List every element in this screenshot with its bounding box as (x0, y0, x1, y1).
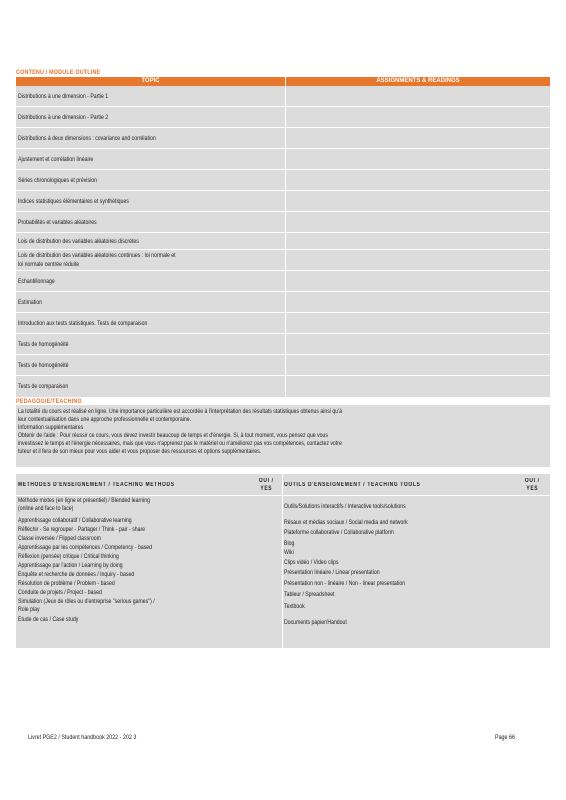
topic-cell: Ajustement et corrélation linéaire (18, 155, 94, 163)
assignments-header: ASSIGNMENTS & READINGS (376, 78, 460, 84)
topic-cell: Indices statistiques élémentaires et synthétiques (18, 197, 129, 205)
tool-item: Présentation non - linéaire / Non - linear presentation (284, 580, 406, 587)
topic-cell: Distributions à deux dimensions : covariance and corrélation (18, 134, 156, 142)
pedagogy-line: Obtenir de l'aide : Pour réussir ce cours, vous devez investir beaucoup de temps et d'énergie. Si, à tout moment, vous pensez que vous (18, 432, 328, 439)
pedagogy-line: Information supplémentaires (18, 424, 84, 431)
topic-cell: Estimation (18, 298, 43, 306)
tool-item: Outils/Solutions interactifs / Interactive tools/solutions (284, 503, 406, 510)
method-item: Simulation (Jeux de rôles ou d'entreprise "serious games") / (18, 598, 155, 605)
table-row (16, 292, 550, 313)
method-item: Apprentissage par l'action / Learning by doing (18, 562, 123, 569)
table-row (16, 250, 550, 271)
tools-oui-yes-header: OUI / YES (524, 478, 540, 492)
methods-oui-yes-header: OUI / YES (258, 478, 274, 492)
method-item: Conduite de projets / Project - based (18, 589, 102, 596)
table-row (16, 376, 550, 397)
topic-cell: Lois de distribution des variables aléatoires discrètes (18, 237, 139, 245)
pedagogy-line: La totalité du cours est réalisé en ligne. Une importance particulière est accordée à l'interprétation des résultats statistiques obtenus ainsi qu'à (18, 408, 343, 415)
footer-handbook-label: Livret PGE2 / Student handbook 2022 - 202 3 (28, 734, 137, 741)
methods-tools-table (16, 474, 550, 648)
contents-header-row (16, 77, 550, 86)
tool-item: Résaux et médias sociaux / Social media and network (284, 519, 408, 526)
topic-header: TOPIC (16, 77, 286, 86)
topic-cell: Tests de homogénéité (18, 361, 69, 369)
tool-item: Clips vidéo / Video clips (284, 559, 339, 566)
table-row (16, 233, 550, 250)
tool-item: Blog (284, 540, 295, 547)
table-row (16, 170, 550, 191)
contents-table (16, 77, 550, 397)
tool-item: Documents papier/Handout (284, 619, 347, 626)
topic-cell: Distributions à une dimension - Partie 1 (18, 92, 109, 100)
table-row (16, 271, 550, 292)
table-row (16, 355, 550, 376)
table-row (16, 86, 550, 107)
footer-page-number: Page 66 (495, 734, 515, 741)
method-item: Réfléchir - Se regrouper - Partager / Think - pair - share (18, 526, 146, 533)
method-item: Role play (18, 606, 40, 613)
method-item: Classe inversée / Flipped classroom (18, 535, 101, 542)
table-row (16, 313, 550, 334)
tool-item: Plateforme collaborative / Collaborative platform (284, 529, 394, 536)
table-row (16, 128, 550, 149)
method-item: Résolution de problème / Problem - based (18, 580, 115, 587)
method-item: Etude de cas / Case study (18, 616, 79, 623)
pedagogy-text-block (16, 405, 550, 467)
table-row (16, 107, 550, 128)
topic-cell: Tests de homogénéité (18, 340, 69, 348)
pedagogy-section-title: PEDAGOGIE/TEACHING (16, 398, 82, 405)
tool-item: Textbook (284, 603, 305, 610)
pedagogy-line: leur contextualisation dans une approche professionnelle et contemporaine. (18, 416, 192, 423)
topic-cell: Lois de distribution des variables aléatoires continues : loi normale et (18, 252, 176, 259)
table-row (16, 191, 550, 212)
pedagogy-line: tuteur et il fera de son mieux pour vous aider et vous proposer des ressources et options supplémentaires. (18, 448, 262, 455)
method-item: Apprentissage collaboratif / Collaborative learning (18, 517, 132, 524)
table-row (16, 334, 550, 355)
teaching-tools-header: OUTILS D'ENSEIGNEMENT / TEACHING TOOLS (284, 482, 421, 488)
header-divider (16, 495, 550, 496)
tool-item: Tableur / Spreadsheet (284, 591, 335, 598)
topic-cell-line2: loi normale centrée réduite (18, 261, 80, 268)
topic-cell: Probabilités et variables aléatoires (18, 218, 97, 226)
method-item: (online and face to face) (18, 505, 74, 512)
topic-cell: Distributions à une dimension - Partie 2 (18, 113, 109, 121)
topic-cell: Introduction aux tests statistiques. Tests de comparaison (18, 319, 148, 327)
method-item: Méthode mixtes (en ligne et présentiel) / Blended learning (18, 497, 151, 504)
contents-section-title: CONTENU / MODULE OUTLINE (16, 69, 101, 76)
topic-cell: Séries chronologiques et prévision (18, 176, 97, 184)
tool-item: Présentation linéaire / Linear presentation (284, 569, 380, 576)
method-item: Apprentissage par les compétences / Competency - based (18, 544, 153, 551)
topic-cell: Echantillonnage (18, 277, 55, 285)
tool-item: Wiki (284, 549, 294, 556)
pedagogy-line: investissez le temps et l'énergie nécessaires, mais que vous n'apprenez pas le matériel ou n'améliorez pas vos compétences, contactez votre (18, 440, 342, 447)
teaching-methods-header: METHODES D'ENSEIGNEMENT / TEACHING METHODS (18, 482, 175, 488)
table-row (16, 212, 550, 233)
column-divider (282, 474, 283, 648)
method-item: Enquête et recherche de données / Inquiry - based (18, 571, 135, 578)
topic-cell: Tests de comparaison (18, 383, 69, 390)
method-item: Réflexion (pensée) critique / Critical thinking (18, 553, 119, 560)
table-row (16, 149, 550, 170)
